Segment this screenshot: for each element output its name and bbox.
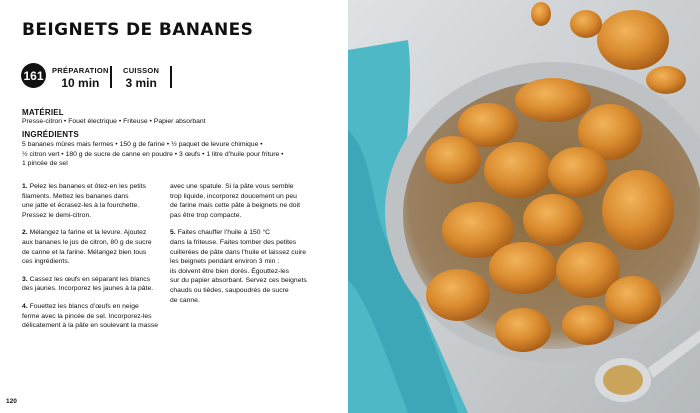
step-4: [22, 302, 172, 331]
step-line: pas être trop compacte.: [170, 211, 242, 219]
ingredients-line: 5 bananes mûres mais fermes • 150 g de farine • ½ paquet de levure chimique •: [22, 141, 263, 148]
step-number: 3.: [22, 275, 28, 283]
recipe-number-badge: 161: [21, 63, 46, 88]
step-line: ces ingrédients.: [22, 258, 70, 266]
ingredients-line: ½ citron vert • 180 g de sucre de canne en poudre • 3 œufs • 1 litre d’huile pour friture •: [22, 150, 284, 158]
step-line: filaments. Mettez les bananes dans: [22, 192, 129, 200]
step-line: Pressez le demi-citron.: [22, 211, 92, 219]
materiel-text: Presse-citron • Fouet électrique • Friteuse • Papier absorbant: [22, 118, 206, 125]
step-line: chauds ou tièdes, saupoudrés de sucre: [170, 286, 289, 294]
step-2: [22, 228, 172, 266]
step-line: Faites chauffer l’huile à 150 °C: [177, 229, 271, 237]
recipe-title: BEIGNETS DE BANANES: [22, 20, 254, 40]
step-line: avec une spatule. Si la pâte vous semble: [170, 183, 294, 190]
ingredients-heading: INGRÉDIENTS: [22, 130, 79, 139]
page-number: 120: [6, 398, 17, 405]
step-line: trop liquide, incorporez doucement un peu: [170, 192, 297, 200]
banana-fritters-photo: [348, 0, 700, 413]
step-1: [22, 182, 172, 220]
cooking-label: CUISSON: [123, 66, 160, 75]
step-line: des jaunes. Incorporez les jaunes à la pâte.: [22, 285, 154, 293]
preparation-time: [52, 66, 109, 90]
step-3: [22, 275, 172, 294]
step-line: Fouettez les blancs d’œufs en neige: [29, 302, 139, 310]
step-line: délicatement à la pâte en soulevant la masse: [22, 322, 159, 330]
ingredients-line: 1 pincée de sel: [22, 160, 68, 168]
cooking-value: 3 min: [125, 76, 157, 90]
divider: [110, 66, 112, 88]
ingredients-text: [22, 140, 284, 169]
step-line: ils doivent être bien dorés. Égouttez-les: [170, 267, 290, 275]
step-number: 4.: [22, 302, 28, 310]
preparation-value: 10 min: [61, 76, 100, 90]
step-line: ferme avec la pincée de sel. Incorporez-les: [22, 312, 152, 320]
step-line: de canne.: [170, 296, 200, 304]
steps-column-1: [22, 182, 172, 339]
food-photo: [348, 0, 700, 413]
step-line: Pelez les bananes et ôtez-en les petits: [29, 183, 146, 190]
preparation-label: PRÉPARATION: [52, 66, 109, 75]
materiel-heading: MATÉRIEL: [22, 108, 64, 117]
step-line: Mélangez la farine et la levure. Ajoutez: [29, 229, 147, 237]
step-line: dans la friteuse. Faites tomber des petites: [170, 238, 297, 246]
recipe-text-page: [0, 0, 348, 413]
divider: [170, 66, 172, 88]
step-number: 5.: [170, 229, 176, 237]
step-line: Cassez les œufs en séparant les blancs: [29, 275, 151, 283]
cooking-time: [123, 66, 159, 90]
step-number: 1.: [22, 183, 28, 190]
step-4-continued: [170, 182, 340, 220]
step-line: les beignets pendant environ 3 min :: [170, 258, 280, 266]
step-line: sur du papier absorbant. Servez ces beignets: [170, 277, 307, 285]
step-line: une jatte et écrasez-les à la fourchette.: [22, 202, 140, 210]
step-5: [170, 228, 340, 305]
step-line: de farine mais cette pâte à beignets ne doit: [170, 202, 300, 210]
step-line: de canne et la farine. Mélangez bien tous: [22, 248, 147, 256]
step-line: aux bananes le jus de citron, 80 g de sucre: [22, 238, 152, 246]
step-line: cuillerées de pâte dans l’huile et laissez cuire: [170, 248, 307, 256]
step-number: 2.: [22, 229, 28, 237]
steps-column-2: [170, 182, 340, 313]
